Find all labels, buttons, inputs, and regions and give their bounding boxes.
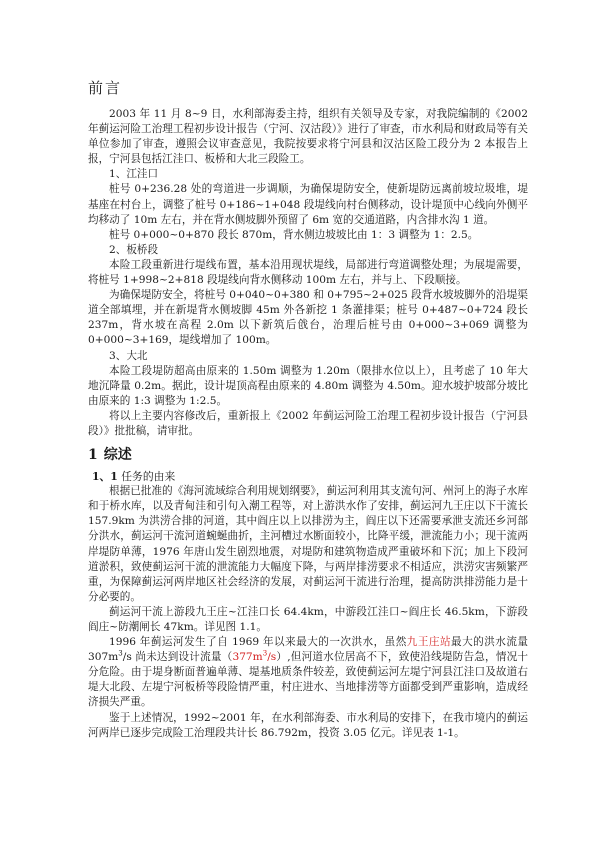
p3-text-d: ）,但河道水位居高不下，致使沿线堤防告急，情况十分危险。由于堤身断面普遍单薄、堤基地质条件较差，致使蓟运河左堤宁河县江洼口及故道右堤大北段、左堤宁河板桥等段险情严重，村庄进水、当地排涝等方面都受到严重影响，造成经济损失严重。 — [88, 651, 528, 709]
document-content — [88, 78, 528, 741]
section-dabei-title: 3、大北 — [109, 349, 148, 362]
preface-title: 前言 — [88, 79, 123, 97]
chapter-1-heading — [88, 445, 528, 465]
design-flow-unit: /s — [267, 651, 277, 664]
section-1-1-paragraph-3 — [88, 635, 528, 710]
section-jiangwakou-paragraph-2: 桩号 0+000~0+870 段长 870m，背水侧边坡坡比由 1：3 调整为 1：2.5。 — [109, 228, 479, 241]
section-jiangwakou-paragraph-1: 桩号 0+236.28 处的弯道进一步调顺，为确保堤防安全，使新堤防远离前坡垃圾堆，堤基座在村台上，调整了桩号 0+186~1+048 段堤线向村台侧移动，设计堤顶中心线向外侧平均移动了 10m 左右，并在背水侧坡脚外预留了 6m 宽的交通道路，内含排水沟 1 道。 — [88, 183, 528, 226]
section-1-1-heading — [88, 469, 528, 484]
p3-sup-1: 3 — [118, 649, 123, 658]
highlight-station-name: 九王庄站 — [406, 636, 452, 649]
section-banqiao-paragraph-2: 为确保堤防安全，将桩号 0+040~0+380 和 0+795~2+025 段背水坡坡脚外的沿堤渠道全部填埋，并在新堤背水侧坡脚 45m 外各新挖 1 条灌排渠；桩号 0+487~0+724 段长 237m，背水坡在高程 2.0m 以下新筑后戗台，治理后桩号由 0+000~3+069 调整为 0+000~3+169，堤线增加了 100m。 — [88, 289, 528, 347]
p3-text-c: /s 尚未达到设计流量（ — [122, 651, 233, 664]
section-1-1-paragraph-4: 鉴于上述情况，1992~2001 年，在水利部海委、市水利局的安排下，在我市境内的蓟运河两岸已逐步完成险工治理段共计长 86.792m，投资 3.05 亿元。详见表 1-1。 — [88, 711, 528, 739]
section-banqiao-paragraph-1: 本险工段重新进行堤线布置，基本沿用现状堤线，局部进行弯道调整处理；为展堤需要，将桩号 1+998~2+818 段堤线向背水侧移动 100m 左右，并与上、下段顺接。 — [88, 258, 528, 287]
section-1-1-paragraph-2: 蓟运河干流上游段九王庄~江洼口长 64.4km，中游段江洼口~阎庄长 46.5km，下游段阎庄~防潮闸长 47km。详见图 1.1。 — [88, 605, 528, 633]
section-1-1-title: 任务的由来 — [121, 470, 176, 484]
p3-text-a: 1996 年蓟运河发生了自 1969 年以来最大的一次洪水，虽然 — [109, 636, 407, 649]
preface-intro: 2003 年 11 月 8~9 日，水利部海委主持，组织有关领导及专家，对我院编制的《2002 年蓟运河险工治理工程初步设计报告（宁河、汉沽段）》进行了审查，市水利局和财政局等有关单位参加了审查，遵照会议审查意见，我院按要求将宁河县和汉沽区险工段分为 2 本报告上报，宁河县包括江洼口、板桥和大北三段险工。 — [88, 108, 528, 166]
section-dabei-paragraph-1: 本险工段堤防超高由原来的 1.50m 调整为 1.20m（限排水位以上），且考虑了 10 年大地沉降量 0.2m。据此，设计堤顶高程由原来的 4.80m 调整为 4.50m。迎水坡护坡部分坡比由原来的 1:3 调整为 1:2.5。 — [88, 364, 528, 407]
section-1-1-paragraph-1: 根据已批准的《海河流域综合利用规划纲要》，蓟运河利用其支流句河、州河上的海子水库和于桥水库，以及青甸洼和引句入潮工程等，对上游洪水作了安排，蓟运河九王庄以下干流长 157.9km 为洪涝合排的河道，其中阎庄以上以排涝为主，阎庄以下还需要承泄支流还乡河部分洪水，蓟运河干流河道蜿蜒曲折，主河槽过水断面较小，比降平缓，泄流能力小；现干流两岸堤防单薄，1976 年唐山发生剧烈地震，对堤防和建筑物造成严重破坏和下沉；加上下段河道淤积，致使蓟运河干流的泄流能力大幅度下降，与两岸排涝要求不相适应，洪涝灾害频繁严重，为保障蓟运河两岸地区社会经济的发展，对蓟运河干流进行治理，提高防洪排涝能力是十分必要的。 — [88, 485, 528, 603]
chapter-1-title: 综述 — [103, 447, 132, 464]
section-jiangwakou-title: 1、江洼口 — [109, 168, 159, 181]
preface-closing: 将以上主要内容修改后，重新报上《2002 年蓟运河险工治理工程初步设计报告（宁河县段）》批批稿，请审批。 — [88, 409, 528, 437]
p3-text-b: 最大的洪水流量 307m — [88, 636, 529, 664]
highlight-design-flow — [232, 651, 276, 663]
section-1-1-number: 1、1 — [92, 470, 118, 484]
section-banqiao-title: 2、板桥段 — [109, 243, 159, 256]
chapter-1-number: 1 — [88, 447, 98, 464]
design-flow-sup: 3 — [262, 649, 268, 658]
design-flow-value: 377m — [232, 651, 263, 664]
